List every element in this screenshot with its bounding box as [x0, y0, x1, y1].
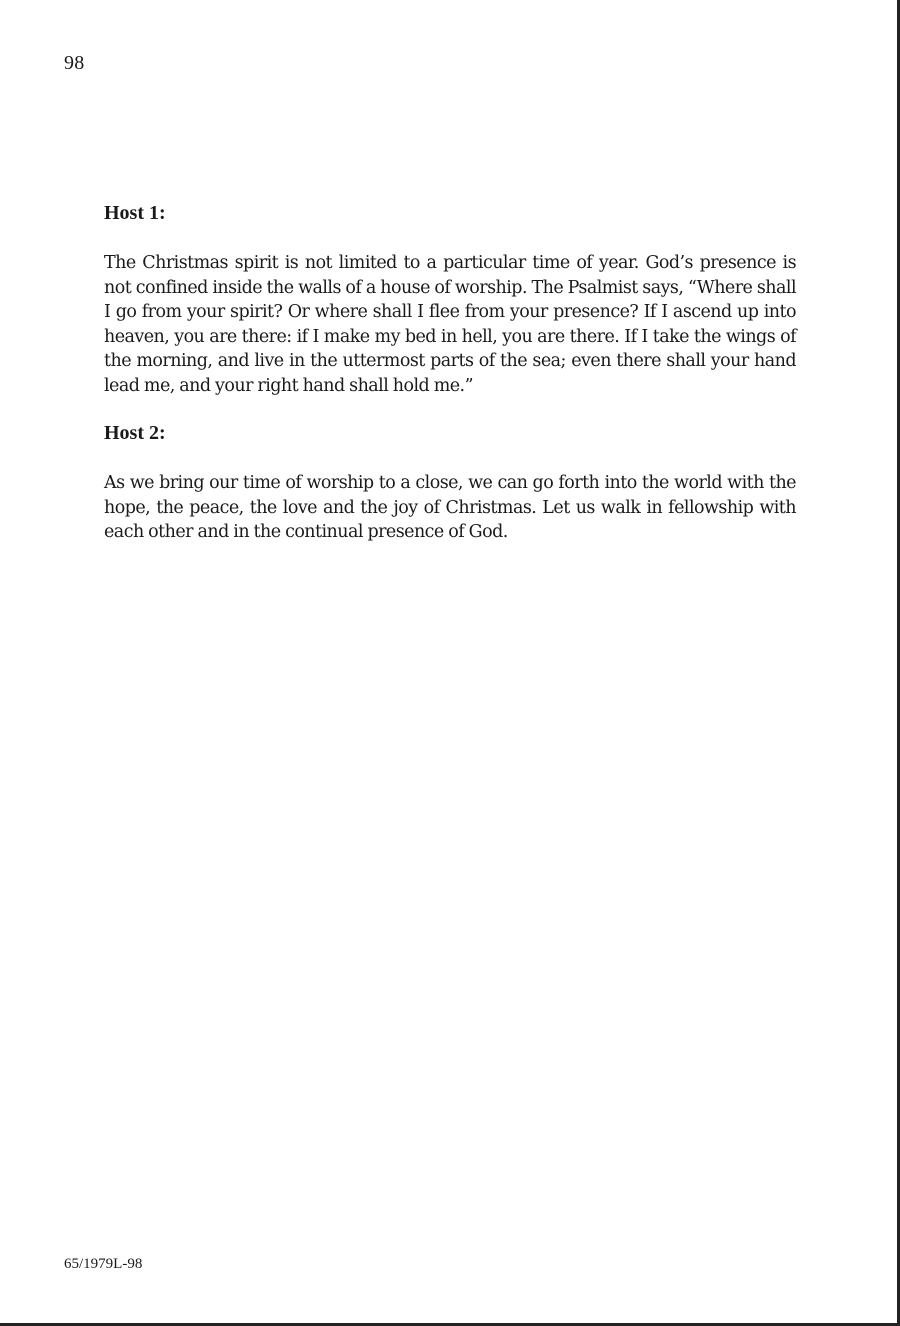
footer-document-code: 65/1979L-98 — [64, 1256, 143, 1272]
page-content — [104, 201, 796, 568]
speaker-label-host-1: Host 1: — [104, 202, 166, 224]
host-1-paragraph: The Christmas spirit is not limited to a particular time of year. God’s presence is not confined inside the walls of a house of worship. The Psalmist says, “Where shall I go from your spirit? Or where shall I flee from your presence? If I ascend up into heaven, you are there: if I make my bed in hell, you are there. If I take the wings of the morning, and live in the uttermost parts of the sea; even there shall your hand lead me, and your right hand shall hold me.” — [104, 253, 796, 396]
page-number: 98 — [64, 52, 85, 74]
host-2-paragraph: As we bring our time of worship to a close, we can go forth into the world with the hope, the peace, the love and the joy of Christmas. Let us walk in fellowship with each other and in the continual presence of God. — [104, 473, 796, 542]
speaker-label-host-2: Host 2: — [104, 422, 166, 444]
